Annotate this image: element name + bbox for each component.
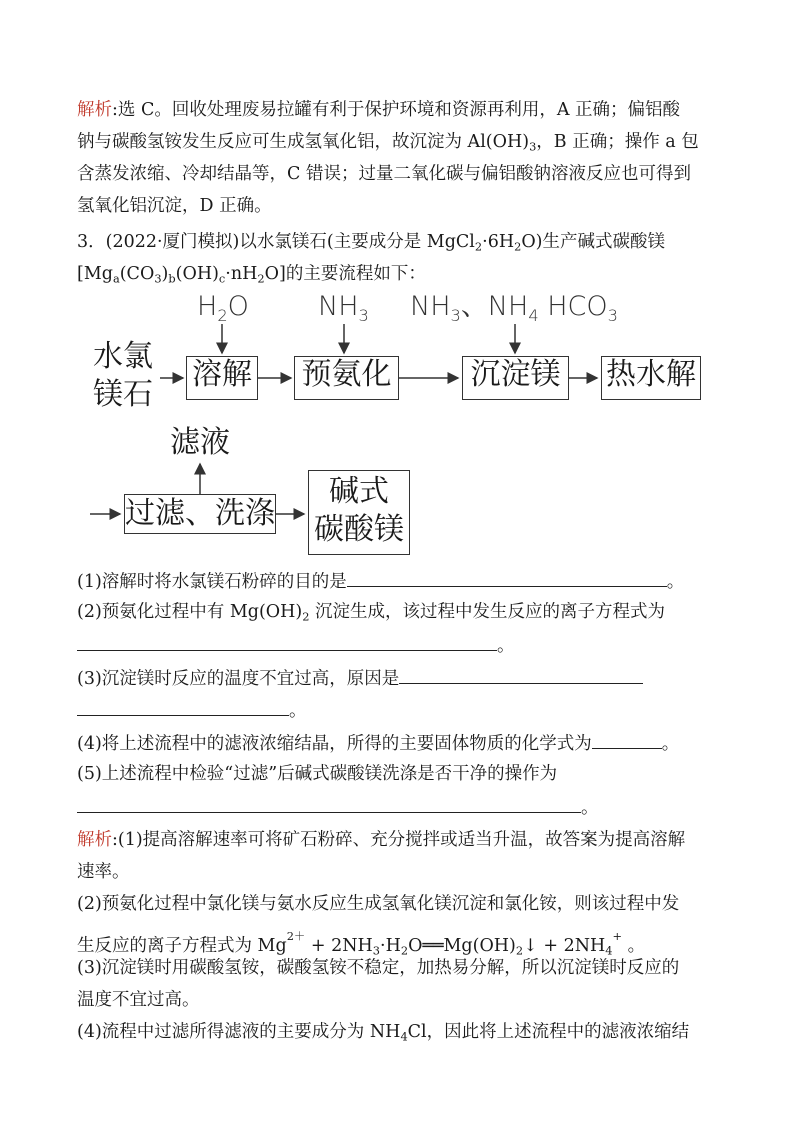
filtrate-label: 滤液 <box>170 425 230 460</box>
question-4: (4)将上述流程中的滤液浓缩结晶，所得的主要固体物质的化学式为 。 <box>77 730 679 756</box>
analysis2-line4: 生反应的离子方程式为 $Mg^{2+}$ + $2NH_3\cdot H_2O══Mg(OH)_2↓ + 2NH_4^+$ 。 <box>77 929 646 958</box>
step-dissolve-box: 溶解 <box>186 356 258 400</box>
step-filter-wash-box: 过滤、洗涤 <box>124 494 276 534</box>
analysis2-line5: (3)沉淀镁时用碳酸氢铵，碳酸氢铵不稳定，加热易分解，所以沉淀镁时反应的 <box>77 958 680 978</box>
analysis-label: 解析 <box>77 100 112 120</box>
raw-material-label-line1: 水氯 <box>93 339 153 374</box>
analysis1-line1: 解析:选 C。回收处理废易拉罐有利于保护环境和资源再利用，A 正确；偏铝酸 <box>77 100 681 120</box>
analysis2-line6: 温度不宜过高。 <box>77 990 200 1010</box>
analysis2-line1: 解析:(1)提高溶解速率可将矿石粉碎、充分搅拌或适当升温，故答案为提高溶解 <box>77 830 686 850</box>
product-label-line1: 碱式 <box>329 474 389 509</box>
question-5-blank-line: 。 <box>77 794 599 820</box>
product-label-line2: 碳酸镁 <box>314 512 404 547</box>
step-hydrolysis-box: 热水解 <box>601 356 701 400</box>
analysis2-line2: 速率。 <box>77 862 130 882</box>
question-2: (2)预氨化过程中有 $Mg(OH)_2$ 沉淀生成，该过程中发生反应的离子方程式为 <box>77 602 666 624</box>
question-3-blank-line: 。 <box>77 697 307 723</box>
answer-blank-5[interactable] <box>77 794 581 813</box>
answer-blank-4[interactable] <box>592 730 662 749</box>
analysis1-line3: 含蒸发浓缩、冷却结晶等，C 错误；过量二氧化碳与偏铝酸钠溶液反应也可得到 <box>77 164 691 184</box>
reagent-water: $H_2O$ <box>197 291 249 325</box>
analysis-label-2: 解析 <box>77 830 112 850</box>
question3-line2: $[Mg_a(CO_3)_b(OH)_c\cdot nH_2O]$的主要流程如下： <box>77 264 426 286</box>
question-5: (5)上述流程中检验“过滤”后碱式碳酸镁洗涤是否干净的操作为 <box>77 764 558 784</box>
analysis2-line7: (4)流程中过滤所得滤液的主要成分为 $NH_4Cl$，因此将上述流程中的滤液浓缩结 <box>77 1022 690 1044</box>
answer-blank-1[interactable] <box>347 568 667 587</box>
product-box <box>308 470 410 555</box>
step-precipitate-box: 沉淀镁 <box>462 356 569 400</box>
question-2-blank-line: 。 <box>77 632 515 658</box>
analysis1-line4: 氢氧化铝沉淀，D 正确。 <box>77 196 272 216</box>
analysis1-line2: 钠与碳酸氢铵发生反应可生成氢氧化铝，故沉淀为 $Al(OH)_3$，B 正确；操作 a 包 <box>77 132 699 154</box>
analysis2-line3: (2)预氨化过程中氯化镁与氨水反应生成氢氧化镁沉淀和氯化铵，则该过程中发 <box>77 894 680 914</box>
question-1: (1)溶解时将水氯镁石粉碎的目的是 。 <box>77 568 684 594</box>
raw-material-label-line2: 镁石 <box>93 377 153 412</box>
step-preammonia-box: 预氨化 <box>294 356 399 400</box>
answer-blank-3b[interactable] <box>77 697 289 716</box>
reagent-ammonia-bicarbonate: $NH_3$、$NH_4$ $HCO_3$ <box>410 291 618 325</box>
question-3: (3)沉淀镁时反应的温度不宜过高，原因是 <box>77 665 643 691</box>
reagent-ammonia: $NH_3$ <box>318 291 369 325</box>
answer-blank-3a[interactable] <box>399 665 643 684</box>
question3-line1: 3．(2022·厦门模拟)以水氯镁石(主要成分是 $MgCl_2\cdot 6H_2O$)生产碱式碳酸镁 <box>77 232 666 254</box>
answer-blank-2[interactable] <box>77 632 497 651</box>
